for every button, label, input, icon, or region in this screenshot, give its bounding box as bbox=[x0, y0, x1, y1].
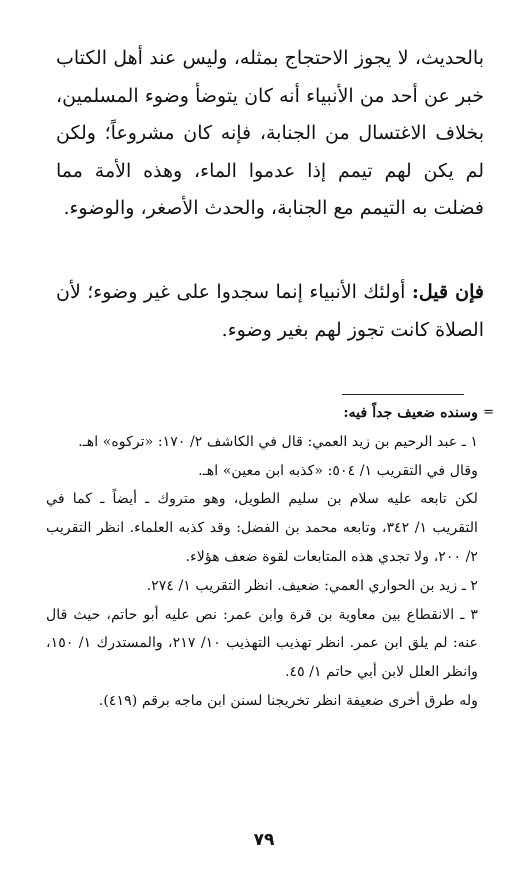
question-text: أولئك الأنبياء إنما سجدوا على غير وضوء؛ لأن الصلاة كانت تجوز لهم بغير وضوء. bbox=[56, 280, 484, 341]
footnote-item: ١ ـ عبد الرحيم بن زيد العمي: قال في الكاشف ٢/ ١٧٠: «تركوه» اهـ. bbox=[78, 433, 478, 450]
footnotes bbox=[46, 399, 494, 716]
footnote-item: وله طرق أخرى ضعيفة انظر تخريجنا لسنن ابن ماجه برقم (٤١٩). bbox=[98, 692, 478, 709]
footnote-item: ٢ ـ زيد بن الحواري العمي: ضعيف. انظر التقريب ١/ ٢٧٤. bbox=[146, 577, 478, 594]
question-lead: فإن قيل: bbox=[411, 280, 484, 303]
footnote-item: وقال في التقريب ١/ ٥٠٤: «كذبه ابن معين» اهـ. bbox=[198, 462, 478, 479]
main-text bbox=[56, 40, 484, 349]
main-paragraph-question bbox=[56, 274, 484, 349]
main-paragraph: بالحديث، لا يجوز الاحتجاج بمثله، وليس عند أهل الكتاب خبر عن أحد من الأنبياء أنه كان يتوضأ وضوء المسلمين، بخلاف الاغتسال من الجنابة، فإنه كان مشروعاً؛ ولكن لم يكن لهم تيمم إذا عدموا الماء، وهذه الأمة مما فضلت به التيمم مع الجنابة، والحدث الأصغر، والوضوء. bbox=[56, 47, 484, 220]
footnote-item: ٣ ـ الانقطاع بين معاوية بن قرة وابن عمر: نص عليه أبو حاتم، حيث قال عنه: لم يلق ابن عمر. انظر تهذيب التهذيب ١٠/ ٢١٧، والمستدرك ١/ ١٥٠، وانظر العلل لابن أبي حاتم ١/ ٤٥. bbox=[46, 606, 478, 681]
footnote-heading: وسنده ضعيف جداً فيه: bbox=[343, 405, 478, 421]
footnote-item: لكن تابعه عليه سلام بن سليم الطويل، وهو متروك ـ أيضاً ـ كما في التقريب ١/ ٣٤٢، وتابعه محمد بن الفضل: وقد كذبه العلماء. انظر التقريب ٢/ ٢٠٠، ولا تجدي هذه المتابعات لقوة ضعف هؤلاء. bbox=[46, 491, 478, 565]
footnote-continuation-mark: = bbox=[483, 405, 494, 420]
footnote-separator bbox=[342, 394, 464, 395]
page-number: ٧٩ bbox=[253, 830, 275, 850]
